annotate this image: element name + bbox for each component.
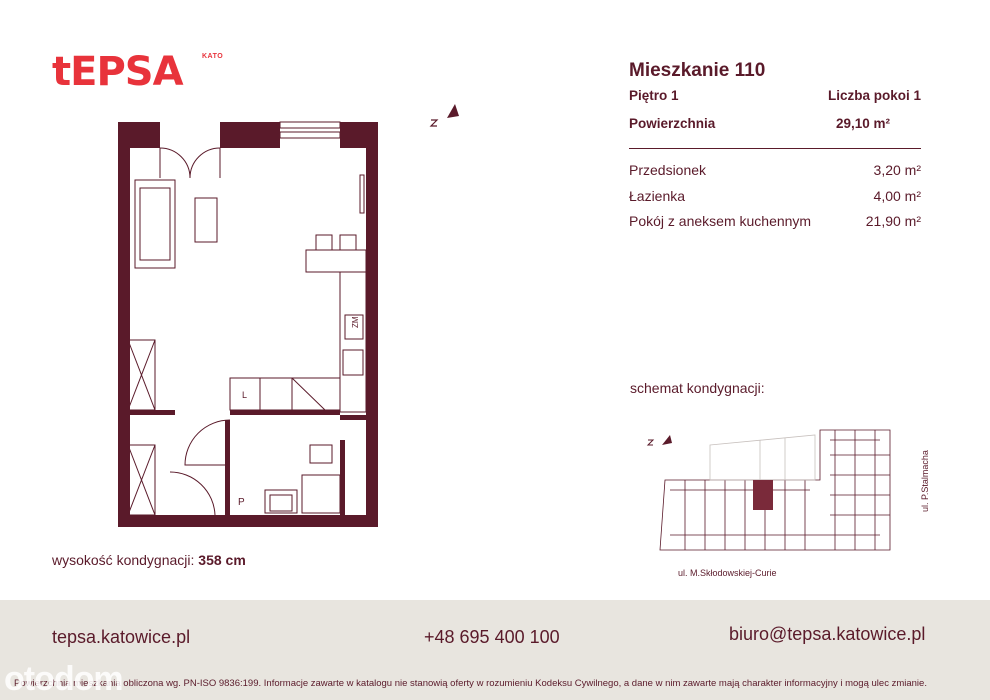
street-right: ul. P.Stalmacha — [920, 450, 930, 512]
ceiling-height — [52, 552, 246, 568]
plan-label-fridge: ZM — [351, 316, 360, 328]
room-name: Pokój z aneksem kuchennym — [629, 213, 812, 229]
floor-schema — [640, 420, 940, 590]
divider — [629, 148, 921, 149]
area-label: Powierzchnia — [629, 116, 716, 131]
rooms-count: Liczba pokoi 1 — [827, 88, 921, 103]
room-row — [629, 188, 921, 204]
room-name: Przedsionek — [629, 162, 707, 178]
room-name: Łazienka — [629, 188, 686, 204]
room-area: 21,90 m² — [865, 213, 921, 229]
apartment-area-row — [629, 116, 921, 131]
brand-logo — [52, 49, 224, 95]
footer — [0, 600, 990, 700]
room-area: 3,20 m² — [873, 162, 921, 178]
floor-label: Piętro 1 — [629, 88, 679, 103]
website-link[interactable]: tepsa.katowice.pl — [52, 627, 191, 647]
area-value: 29,10 m² — [835, 116, 890, 131]
street-bottom: ul. M.Skłodowskiej-Curie — [678, 568, 777, 578]
north-arrow-icon — [425, 100, 465, 130]
apartment-title: Mieszkanie 110 — [629, 60, 766, 81]
disclaimer: Powierzchnia mieszkania obliczona wg. PN-ISO 9836:199. Informacje zawarte w katalogu nie stanowią oferty w rozumieniu Kodeksu Cywilnego, a dane w nim zawarte mają charakter informacyjny i mogą ulec zmianie. — [14, 678, 927, 689]
floor-schema-label: schemat kondygnacji: — [630, 380, 765, 396]
apartment-floor-row — [629, 88, 921, 103]
plan-label-l: L — [242, 390, 248, 400]
room-area: 4,00 m² — [873, 188, 921, 204]
floor-plan — [110, 100, 400, 540]
phone-number[interactable]: +48 695 400 100 — [424, 627, 560, 647]
email-link[interactable]: biuro@tepsa.katowice.pl — [729, 624, 926, 644]
room-row — [629, 162, 921, 178]
room-row — [629, 213, 921, 229]
plan-label-p: P — [238, 497, 245, 508]
apartment-highlight — [753, 480, 773, 510]
ceiling-height-label: wysokość kondygnacji: — [52, 552, 195, 568]
brand-name: tEPSA — [52, 49, 183, 95]
brand-sup: KATO — [202, 53, 224, 60]
ceiling-height-value: 358 cm — [198, 552, 246, 568]
watermark: otodom — [4, 660, 123, 698]
